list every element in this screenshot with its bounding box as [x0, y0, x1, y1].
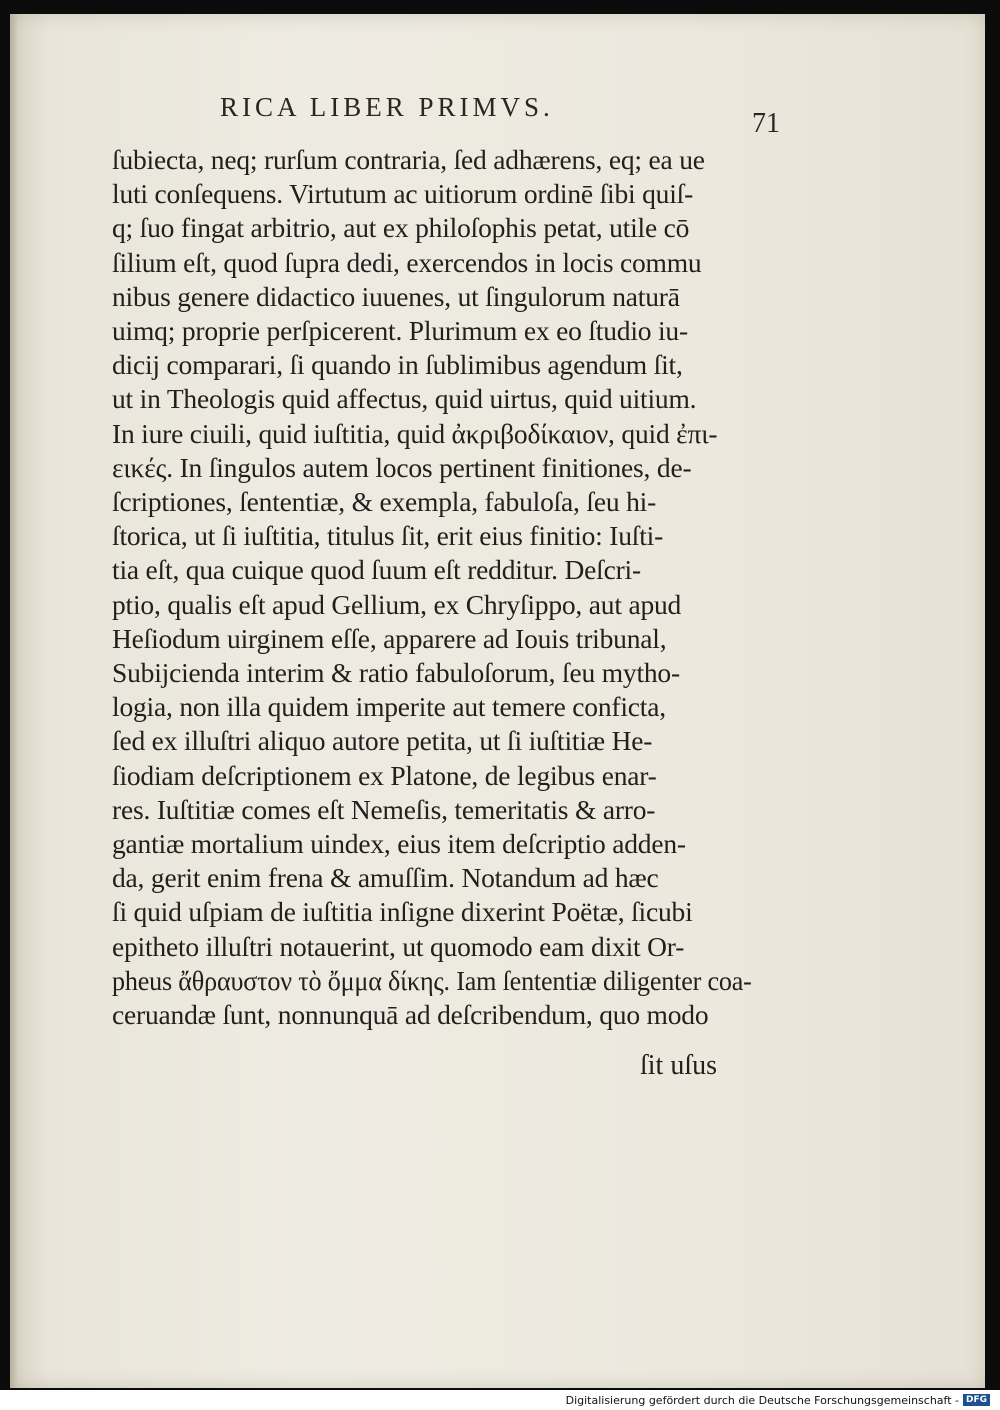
text-line: logia, non illa quidem imperite aut temere conficta,	[112, 691, 666, 723]
text-line: ſtorica, ut ſi iuſtitia, titulus ſit, erit eius finitio: Iuſti-	[112, 520, 664, 552]
text-line: ſcriptiones, ſententiæ, & exempla, fabuloſa, ſeu hi-	[112, 486, 657, 518]
body-text	[112, 143, 752, 1032]
credit-text: Digitalisierung gefördert durch die Deutsche Forschungsgemeinschaft -	[565, 1393, 959, 1407]
catchword: ſit uſus	[640, 1050, 718, 1081]
text-line: εικές. In ſingulos autem locos pertinent finitiones, de-	[112, 451, 692, 483]
text-line: luti conſequens. Virtutum ac uitiorum ordinē ſibi quiſ-	[112, 178, 694, 210]
text-line: ſilium eſt, quod ſupra dedi, exercendos in locis commu	[112, 246, 702, 278]
dfg-logo: DFG	[963, 1394, 990, 1406]
text-line: Subijcienda interim & ratio fabuloſorum, ſeu mytho-	[112, 657, 680, 689]
text-line: gantiæ mortalium uindex, eius item deſcriptio adden-	[112, 828, 686, 860]
text-line: ſed ex illuſtri aliquo autore petita, ut ſi iuſtitiæ He-	[112, 725, 653, 757]
text-line: res. Iuſtitiæ comes eſt Nemeſis, temeritatis & arro-	[112, 793, 656, 825]
text-line: ſiodiam deſcriptionem ex Platone, de legibus enar-	[112, 759, 657, 791]
text-line: da, gerit enim frena & amuſſim. Notandum ad hæc	[112, 862, 659, 894]
text-line: dicij comparari, ſi quando in ſublimibus agendum ſit,	[112, 349, 683, 381]
text-line: tia eſt, qua cuique quod ſuum eſt redditur. Deſcri-	[112, 554, 641, 586]
text-line: ut in Theologis quid affectus, quid uirtus, quid uitium.	[112, 383, 697, 415]
digitization-credit	[566, 1392, 990, 1408]
text-line: nibus genere didactico iuuenes, ut ſingulorum naturā	[112, 280, 680, 312]
text-line: ſi quid uſpiam de iuſtitia inſigne dixerint Poëtæ, ſicubi	[112, 896, 693, 928]
folio-number: 71	[752, 108, 780, 139]
text-line: In iure ciuili, quid iuſtitia, quid ἀκριβοδίκαιον, quid ἐπι-	[112, 417, 718, 449]
text-line: pheus ἄθραυστον τὸ ὄμμα δίκης. Iam ſententiæ diligenter coa-	[112, 964, 752, 996]
text-line: ceruandæ ſunt, nonnunquā ad deſcribendum, quo modo	[112, 999, 709, 1031]
text-line: ſubiecta, neq; rurſum contraria, ſed adhærens, eq; ea ue	[112, 144, 705, 175]
text-line: Heſiodum uirginem eſſe, apparere ad Iouis tribunal,	[112, 622, 667, 654]
text-line: epitheto illuſtri notauerint, ut quomodo eam dixit Or-	[112, 930, 685, 962]
text-line: q; ſuo fingat arbitrio, aut ex philoſophis petat, utile cō	[112, 212, 690, 244]
text-line: ptio, qualis eſt apud Gellium, ex Chryſippo, aut apud	[112, 588, 682, 620]
text-line: uimq; proprie perſpicerent. Plurimum ex eo ſtudio iu-	[112, 315, 688, 347]
running-head: RICA LIBER PRIMVS.	[220, 92, 554, 122]
